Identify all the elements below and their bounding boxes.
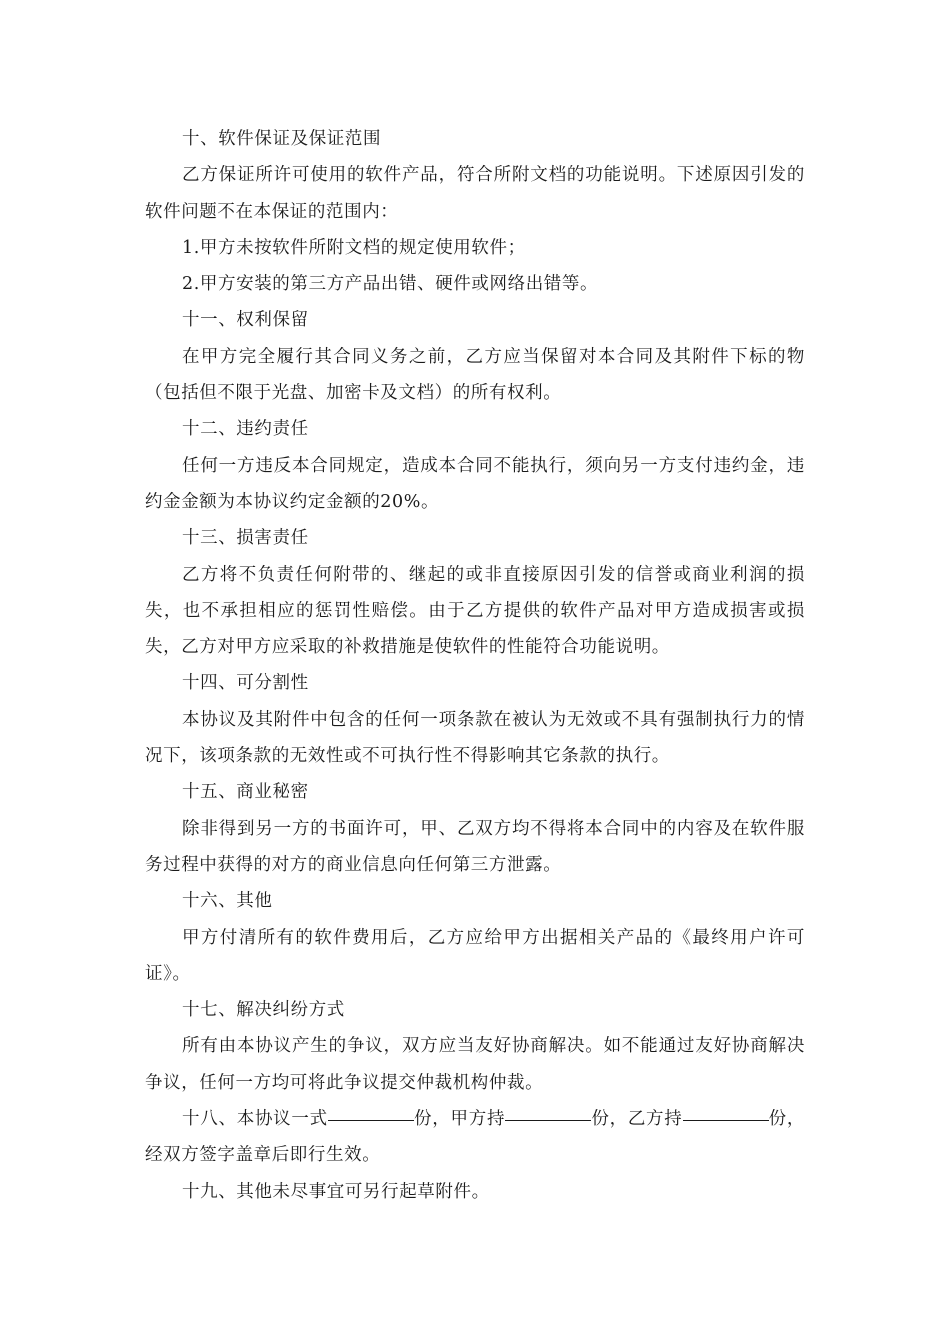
section-heading: 十六、其他 bbox=[182, 891, 273, 912]
document-body bbox=[145, 121, 805, 1210]
final-clause: 十九、其他未尽事宜可另行起草附件。 bbox=[182, 1181, 490, 1202]
paragraph: 所有由本协议产生的争议，双方应当友好协商解决。如不能通过友好协商解决争议，任何一方均可将此争议提交仲裁机构仲裁。 bbox=[145, 1036, 805, 1093]
copies-clause bbox=[145, 1101, 805, 1174]
section-heading: 十一、权利保留 bbox=[182, 310, 309, 331]
section-heading: 十七、解决纠纷方式 bbox=[182, 1000, 345, 1021]
section-heading: 十二、违约责任 bbox=[182, 419, 309, 440]
paragraph: 任何一方违反本合同规定，造成本合同不能执行，须向另一方支付违约金，违约金金额为本协议约定金额的20%。 bbox=[145, 455, 805, 512]
section-heading: 十四、可分割性 bbox=[182, 673, 309, 694]
paragraph: 乙方将不负责任何附带的、继起的或非直接原因引发的信誉或商业利润的损失，也不承担相应的惩罚性赔偿。由于乙方提供的软件产品对甲方造成损害或损失，乙方对甲方应采取的补救措施是使软件的性能符合功能说明。 bbox=[145, 564, 805, 658]
section-heading: 十五、商业秘密 bbox=[182, 782, 309, 803]
blank-line-total-copies bbox=[328, 1119, 414, 1121]
list-item: 2.甲方安装的第三方产品出错、硬件或网络出错等。 bbox=[182, 274, 599, 295]
copies-clause-part2: 份，甲方持 bbox=[413, 1109, 506, 1130]
paragraph: 在甲方完全履行其合同义务之前，乙方应当保留对本合同及其附件下标的物（包括但不限于光盘、加密卡及文档）的所有权利。 bbox=[145, 346, 805, 404]
paragraph: 除非得到另一方的书面许可，甲、乙双方均不得将本合同中的内容及在软件服务过程中获得的对方的商业信息向任何第三方泄露。 bbox=[145, 818, 805, 875]
copies-clause-part4: 份，经双方签字盖章后即行生效。 bbox=[145, 1109, 806, 1166]
paragraph: 本协议及其附件中包含的任何一项条款在被认为无效或不具有强制执行力的情况下，该项条款的无效性或不可执行性不得影响其它条款的执行。 bbox=[145, 709, 805, 767]
blank-line-party-a-copies bbox=[505, 1119, 591, 1121]
blank-line-party-b-copies bbox=[683, 1119, 769, 1121]
paragraph: 乙方保证所许可使用的软件产品，符合所附文档的功能说明。下述原因引发的软件问题不在本保证的范围内： bbox=[145, 165, 805, 222]
list-item: 1.甲方未按软件所附文档的规定使用软件； bbox=[182, 237, 526, 258]
section-heading: 十三、损害责任 bbox=[182, 528, 309, 549]
copies-clause-part1: 十八、本协议一式 bbox=[182, 1109, 328, 1130]
section-heading: 十、软件保证及保证范围 bbox=[182, 129, 382, 149]
paragraph: 甲方付清所有的软件费用后，乙方应给甲方出据相关产品的《最终用户许可证》。 bbox=[145, 927, 805, 984]
copies-clause-part3: 份，乙方持 bbox=[591, 1109, 683, 1130]
